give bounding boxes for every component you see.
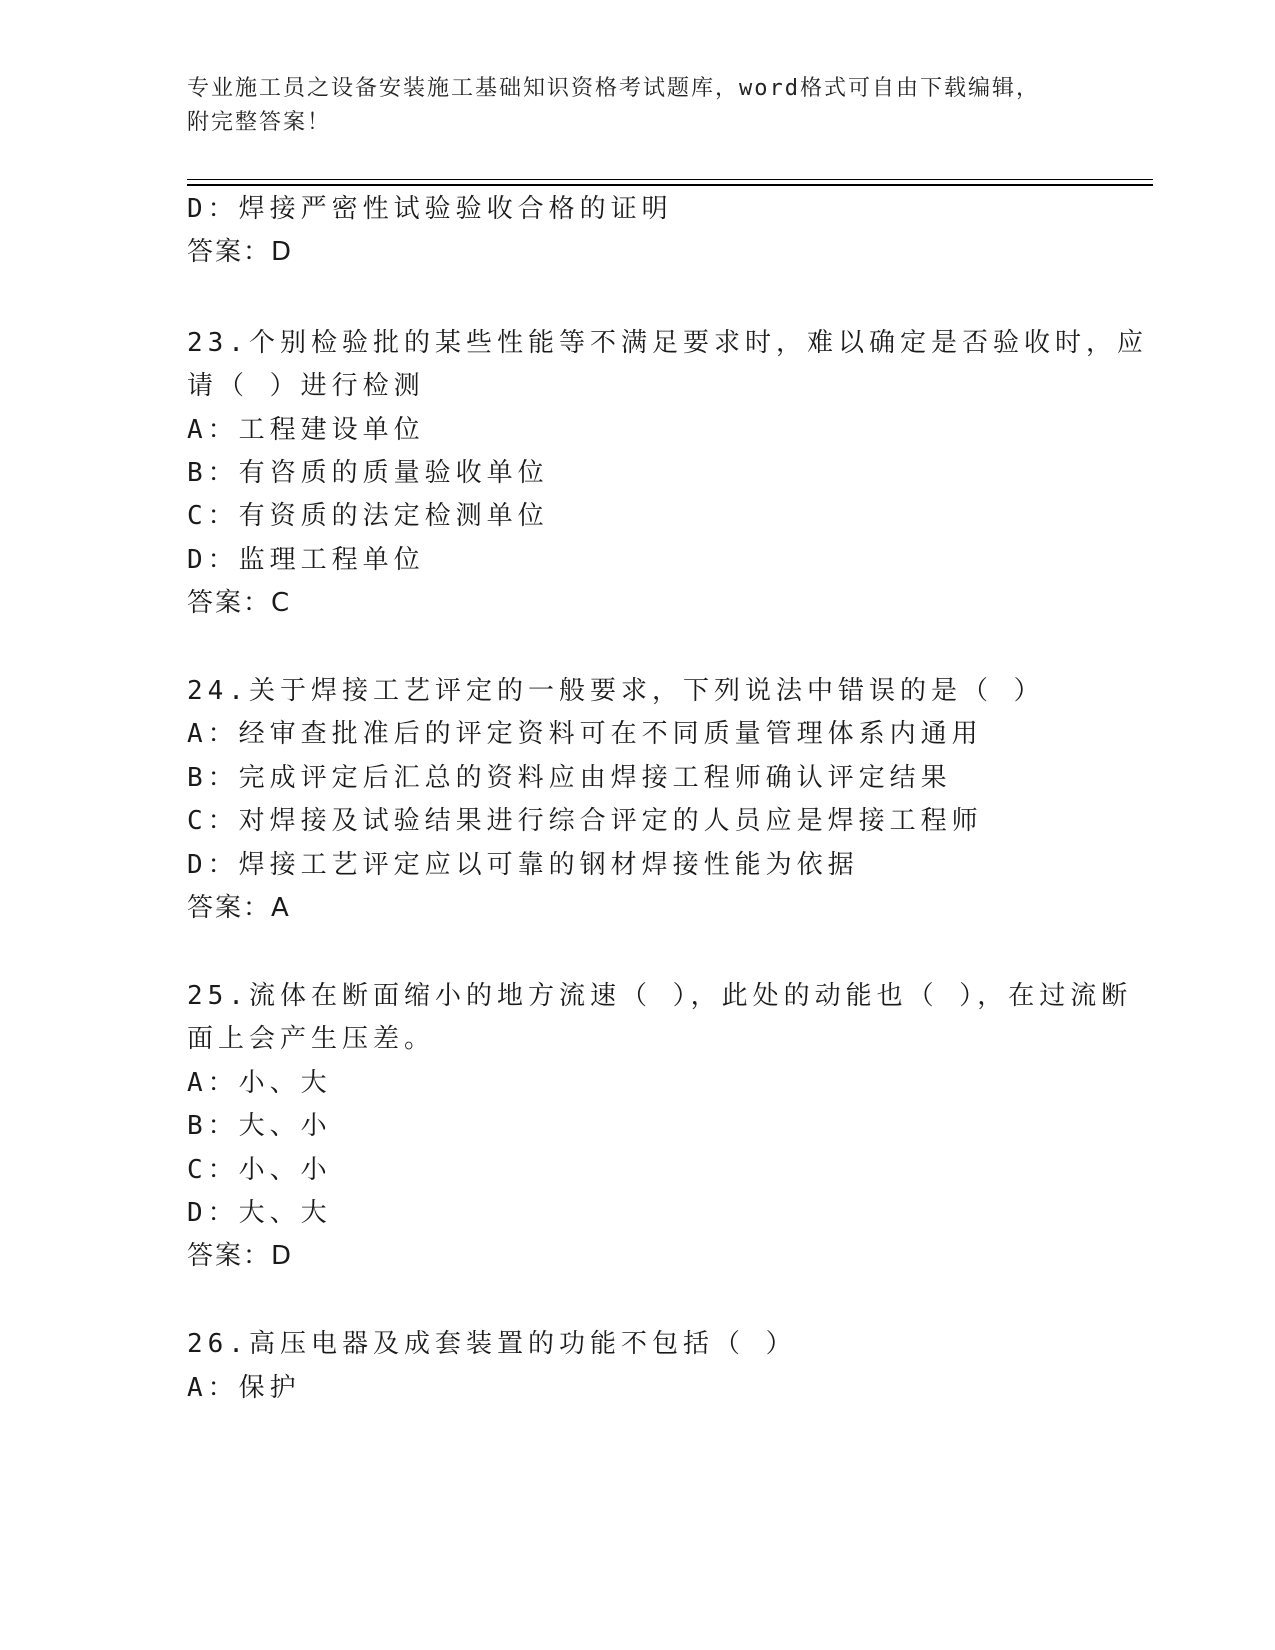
q22-option-d: D：焊接严密性试验验收合格的证明 — [187, 194, 673, 224]
q23-stem-line-2: 请（ ）进行检测 — [187, 371, 425, 401]
q23-stem-line-1: 23.个别检验批的某些性能等不满足要求时，难以确定是否验收时，应 — [187, 328, 1148, 358]
q23-option-d: D：监理工程单位 — [187, 545, 425, 575]
q25-option-d: D：大、大 — [187, 1198, 332, 1228]
q25-option-b: B：大、小 — [187, 1111, 332, 1141]
q24-stem: 24.关于焊接工艺评定的一般要求，下列说法中错误的是（ ） — [187, 676, 1045, 706]
q25-stem-line-1: 25.流体在断面缩小的地方流速（ ），此处的动能也（ ），在过流断 — [187, 981, 1133, 1011]
q23-option-b: B：有咨质的质量验收单位 — [187, 458, 549, 488]
q24-answer: 答案：A — [187, 893, 291, 923]
q24-option-c: C：对焊接及试验结果进行综合评定的人员应是焊接工程师 — [187, 806, 983, 836]
q25-answer: 答案：D — [187, 1241, 294, 1271]
q23-option-a: A：工程建设单位 — [187, 415, 425, 445]
q24-option-d: D：焊接工艺评定应以可靠的钢材焊接性能为依据 — [187, 850, 859, 880]
header-line-2: 附完整答案！ — [187, 110, 332, 135]
q26-option-a: A：保护 — [187, 1373, 301, 1403]
q25-option-a: A：小、大 — [187, 1068, 332, 1098]
q23-answer: 答案：C — [187, 588, 292, 618]
q25-stem-line-2: 面上会产生压差。 — [187, 1024, 436, 1054]
header-divider-thin — [187, 179, 1153, 180]
q25-option-c: C：小、小 — [187, 1155, 332, 1185]
q24-option-a: A：经审查批准后的评定资料可在不同质量管理体系内通用 — [187, 719, 983, 749]
header-line-1: 专业施工员之设备安装施工基础知识资格考试题库，word格式可自由下载编辑， — [187, 76, 1040, 101]
document-header — [187, 72, 1087, 140]
q24-option-b: B：完成评定后汇总的资料应由焊接工程师确认评定结果 — [187, 763, 952, 793]
q26-stem: 26.高压电器及成套装置的功能不包括（ ） — [187, 1329, 797, 1359]
header-divider-thick — [187, 184, 1153, 186]
q22-answer: 答案：D — [187, 237, 294, 267]
q23-option-c: C：有资质的法定检测单位 — [187, 501, 549, 531]
